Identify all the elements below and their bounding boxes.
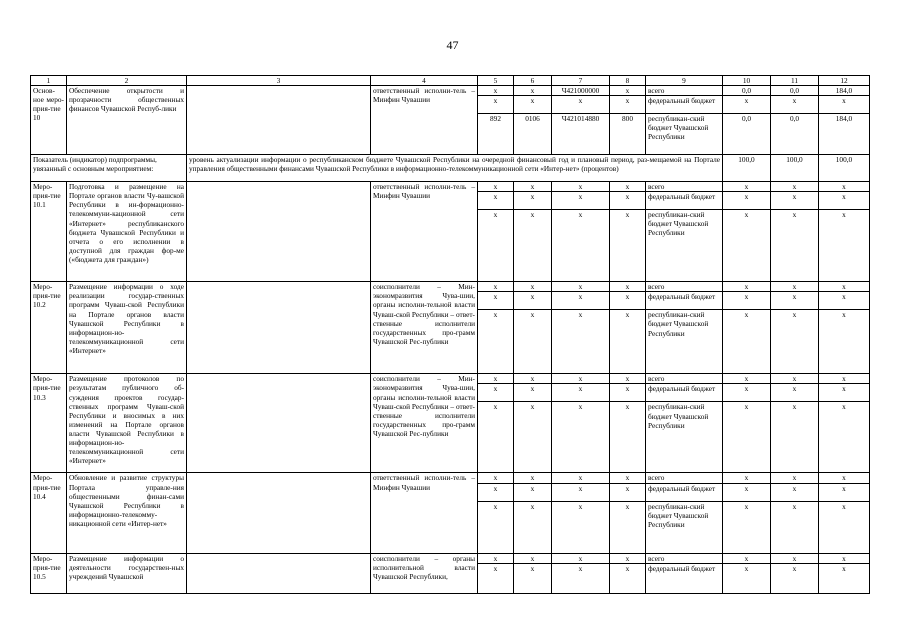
event-label: Меро-прия-тие 10.5 <box>31 553 67 593</box>
event-executor: соисполнители – органы исполнительной власти Чувашской Республики, <box>371 553 478 593</box>
code-cell: x <box>514 310 552 374</box>
code-cell: x <box>514 501 552 553</box>
event-executor: ответственный исполни-тель – Минфин Чувашии <box>371 473 478 553</box>
code-cell: x <box>552 384 610 402</box>
code-cell: x <box>610 96 646 114</box>
table-row <box>31 374 870 384</box>
value-cell: x <box>819 96 870 114</box>
value-cell: x <box>771 96 819 114</box>
value-cell: 0,0 <box>771 114 819 155</box>
value-cell: x <box>771 473 819 483</box>
code-cell: x <box>514 86 552 96</box>
code-cell: x <box>610 210 646 282</box>
code-cell: x <box>610 192 646 210</box>
event-name: Обновление и развитие структуры Портала управле-ния общественными финан-сами Чувашской Республики в информационно-телекомму-никационной сети «Интер-нет» <box>67 473 187 553</box>
header-cell: 11 <box>771 76 819 86</box>
code-cell: x <box>514 473 552 483</box>
event-name: Размещение протоколов по результатам публичного об-суждения проектов государ-ственных программ Чуваш-ской Республики и вносимых в них изменений на Портале органов власти Чувашской Республики в информацион-но-телекоммуникационной сети «Интернет» <box>67 374 187 473</box>
column3-cell <box>187 553 371 593</box>
header-row <box>31 76 870 86</box>
code-cell: x <box>610 402 646 473</box>
code-cell: x <box>552 282 610 292</box>
header-cell: 6 <box>514 76 552 86</box>
value-cell: x <box>819 182 870 192</box>
value-cell: x <box>723 402 771 473</box>
table-row <box>31 553 870 563</box>
page-number: 47 <box>446 38 459 52</box>
value-cell: x <box>723 96 771 114</box>
funding-source: республикан-ский бюджет Чувашской Республики <box>646 210 723 282</box>
code-cell: x <box>478 553 514 563</box>
code-cell: x <box>552 483 610 501</box>
code-cell: Ч421000000 <box>552 86 610 96</box>
value-cell: x <box>771 374 819 384</box>
funding-source: всего <box>646 374 723 384</box>
event-label: Меро-прия-тие 10.3 <box>31 374 67 473</box>
value-cell: x <box>723 501 771 553</box>
value-cell: x <box>723 210 771 282</box>
code-cell: x <box>552 374 610 384</box>
value-cell: x <box>819 384 870 402</box>
code-cell: x <box>610 384 646 402</box>
funding-source: федеральный бюджет <box>646 192 723 210</box>
code-cell: x <box>552 210 610 282</box>
funding-source: республикан-ский бюджет Чувашской Республики <box>646 310 723 374</box>
funding-source: республикан-ский бюджет Чувашской Республики <box>646 402 723 473</box>
indicator-text: уровень актуализации информации о республиканском бюджете Чувашской Республики на очередной финансовый год и плановый период, раз-мещаемой на Портале управления общественными финансами Чувашской Республики в информационно-телекоммуникационной сети «Интер-нет» (процентов) <box>187 155 723 182</box>
code-cell: x <box>552 192 610 210</box>
indicator-value: 100,0 <box>771 155 819 182</box>
code-cell: x <box>610 483 646 501</box>
header-cell: 10 <box>723 76 771 86</box>
code-cell: x <box>610 501 646 553</box>
code-cell: x <box>478 473 514 483</box>
value-cell: x <box>771 402 819 473</box>
code-cell: x <box>514 210 552 282</box>
code-cell: 892 <box>478 114 514 155</box>
value-cell: x <box>723 192 771 210</box>
table-row <box>31 182 870 192</box>
code-cell: x <box>610 473 646 483</box>
code-cell: x <box>610 282 646 292</box>
funding-source: всего <box>646 282 723 292</box>
value-cell: x <box>771 192 819 210</box>
code-cell: x <box>610 86 646 96</box>
value-cell: x <box>723 282 771 292</box>
code-cell: x <box>514 402 552 473</box>
value-cell: x <box>723 384 771 402</box>
code-cell: x <box>478 501 514 553</box>
code-cell: x <box>478 402 514 473</box>
code-cell: x <box>552 292 610 310</box>
event-name: Размещение информации о ходе реализации государ-ственных программ Чуваш-ской Республики на Портале органов власти Чувашской Республики в информацион-но-телекоммуникационной сети «Интернет» <box>67 282 187 374</box>
value-cell: 0,0 <box>723 86 771 96</box>
code-cell: x <box>610 374 646 384</box>
table-row <box>31 473 870 483</box>
code-cell: x <box>478 282 514 292</box>
code-cell: x <box>610 553 646 563</box>
value-cell: x <box>819 282 870 292</box>
event-label: Меро-прия-тие 10.2 <box>31 282 67 374</box>
table-row <box>31 86 870 96</box>
header-cell: 8 <box>610 76 646 86</box>
value-cell: x <box>819 310 870 374</box>
code-cell: x <box>514 483 552 501</box>
code-cell: x <box>552 473 610 483</box>
code-cell: x <box>514 282 552 292</box>
event-executor: ответственный исполни-тель – Минфин Чувашии <box>371 86 478 155</box>
value-cell: x <box>723 473 771 483</box>
code-cell: 0106 <box>514 114 552 155</box>
value-cell: x <box>819 192 870 210</box>
value-cell: x <box>771 292 819 310</box>
indicator-value: 100,0 <box>819 155 870 182</box>
value-cell: x <box>819 483 870 501</box>
value-cell: x <box>771 501 819 553</box>
code-cell: x <box>478 374 514 384</box>
header-cell: 1 <box>31 76 67 86</box>
value-cell: x <box>771 182 819 192</box>
event-executor: соисполнители – Мин-экономразвития Чува-шии, органы исполни-тельной власти Чуваш-ской Республики – ответ-ственные исполнители государственных про-грамм Чувашской Рес-публики <box>371 374 478 473</box>
indicator-label: Показатель (индикатор) подпрограммы, увязанный с основным мероприятием: <box>31 155 187 182</box>
code-cell: x <box>478 292 514 310</box>
value-cell: x <box>723 310 771 374</box>
value-cell: x <box>819 210 870 282</box>
value-cell: x <box>723 292 771 310</box>
value-cell: x <box>771 563 819 593</box>
code-cell: x <box>478 483 514 501</box>
code-cell: x <box>478 182 514 192</box>
code-cell: x <box>514 374 552 384</box>
event-label: Основ-ное меро-прия-тие 10 <box>31 86 67 155</box>
value-cell: 0,0 <box>723 114 771 155</box>
value-cell: x <box>819 473 870 483</box>
value-cell: x <box>771 483 819 501</box>
value-cell: x <box>771 210 819 282</box>
header-cell: 3 <box>187 76 371 86</box>
code-cell: x <box>552 96 610 114</box>
event-executor: ответственный исполни-тель – Минфин Чувашии <box>371 182 478 282</box>
funding-source: всего <box>646 473 723 483</box>
code-cell: x <box>478 563 514 593</box>
funding-source: республикан-ский бюджет Чувашской Республики <box>646 501 723 553</box>
funding-source: федеральный бюджет <box>646 483 723 501</box>
value-cell: x <box>771 553 819 563</box>
column3-cell <box>187 182 371 282</box>
code-cell: x <box>610 292 646 310</box>
funding-source: всего <box>646 86 723 96</box>
funding-source: федеральный бюджет <box>646 96 723 114</box>
header-cell: 4 <box>371 76 478 86</box>
code-cell: x <box>514 384 552 402</box>
value-cell: x <box>819 374 870 384</box>
event-name: Обеспечение открытости и прозрачности общественных финансов Чувашской Респуб-лики <box>67 86 187 155</box>
code-cell: x <box>514 192 552 210</box>
code-cell: x <box>514 182 552 192</box>
code-cell: x <box>478 96 514 114</box>
column3-cell <box>187 86 371 155</box>
budget-table <box>30 75 870 594</box>
header-cell: 2 <box>67 76 187 86</box>
value-cell: x <box>819 501 870 553</box>
code-cell: x <box>552 402 610 473</box>
value-cell: x <box>771 282 819 292</box>
value-cell: x <box>819 292 870 310</box>
code-cell: x <box>552 553 610 563</box>
value-cell: x <box>819 563 870 593</box>
header-cell: 7 <box>552 76 610 86</box>
indicator-row <box>31 155 870 182</box>
value-cell: 184,0 <box>819 86 870 96</box>
value-cell: x <box>723 182 771 192</box>
value-cell: x <box>723 553 771 563</box>
code-cell: x <box>478 86 514 96</box>
header-cell: 5 <box>478 76 514 86</box>
code-cell: x <box>514 553 552 563</box>
event-name: Размещение информации о деятельности государствен-ных учреждений Чувашской <box>67 553 187 593</box>
event-executor: соисполнители – Мин-экономразвития Чува-шии, органы исполни-тельной власти Чуваш-ской Республики – ответ-ственные исполнители государственных про-грамм Чувашской Рес-публики <box>371 282 478 374</box>
code-cell: x <box>478 192 514 210</box>
value-cell: 0,0 <box>771 86 819 96</box>
code-cell: 800 <box>610 114 646 155</box>
value-cell: x <box>819 553 870 563</box>
value-cell: x <box>819 402 870 473</box>
value-cell: x <box>723 483 771 501</box>
header-cell: 12 <box>819 76 870 86</box>
code-cell: x <box>552 501 610 553</box>
funding-source: федеральный бюджет <box>646 384 723 402</box>
table-row <box>31 282 870 292</box>
code-cell: Ч421014880 <box>552 114 610 155</box>
value-cell: x <box>723 563 771 593</box>
code-cell: x <box>610 310 646 374</box>
column3-cell <box>187 282 371 374</box>
code-cell: x <box>552 310 610 374</box>
column3-cell <box>187 374 371 473</box>
column3-cell <box>187 473 371 553</box>
value-cell: x <box>723 374 771 384</box>
funding-source: всего <box>646 553 723 563</box>
code-cell: x <box>514 96 552 114</box>
code-cell: x <box>552 563 610 593</box>
indicator-value: 100,0 <box>723 155 771 182</box>
event-name: Подготовка и размещение на Портале органов власти Чу-вашской Республики в ин-формационно-телекоммуни-кационной сети «Интернет» республиканского бюджета Чувашской Республики и отчета о его исполнении в доступной для граждан фор-ме («бюджета для граждан») <box>67 182 187 282</box>
code-cell: x <box>514 292 552 310</box>
funding-source: всего <box>646 182 723 192</box>
event-label: Меро-прия-тие 10.1 <box>31 182 67 282</box>
value-cell: x <box>771 310 819 374</box>
value-cell: 184,0 <box>819 114 870 155</box>
event-label: Меро-прия-тие 10.4 <box>31 473 67 553</box>
code-cell: x <box>610 563 646 593</box>
code-cell: x <box>478 310 514 374</box>
funding-source: республикан-ский бюджет Чувашской Республики <box>646 114 723 155</box>
funding-source: федеральный бюджет <box>646 292 723 310</box>
value-cell: x <box>771 384 819 402</box>
code-cell: x <box>610 182 646 192</box>
header-cell: 9 <box>646 76 723 86</box>
funding-source: федеральный бюджет <box>646 563 723 593</box>
code-cell: x <box>514 563 552 593</box>
code-cell: x <box>478 210 514 282</box>
code-cell: x <box>478 384 514 402</box>
code-cell: x <box>552 182 610 192</box>
